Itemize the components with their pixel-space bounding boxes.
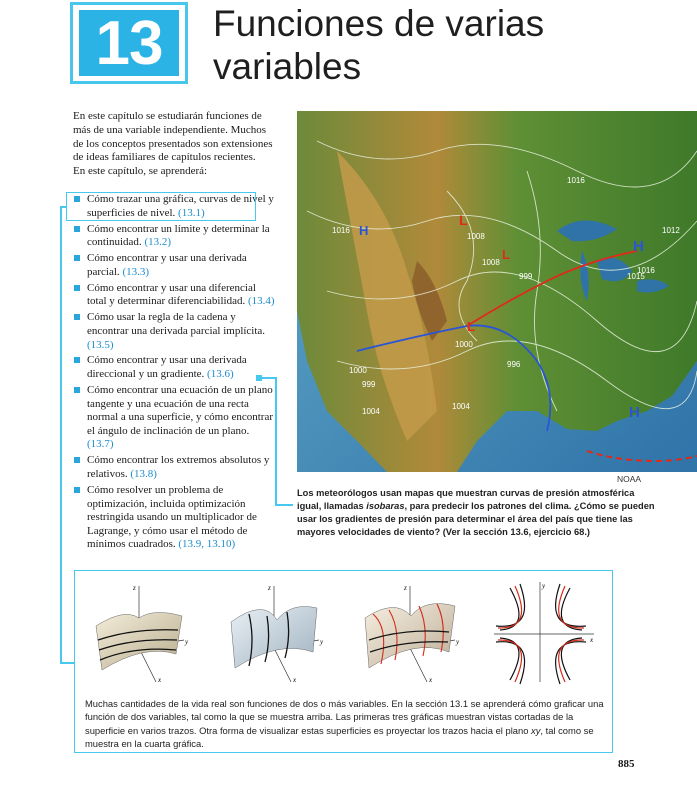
svg-text:999: 999 bbox=[519, 272, 533, 281]
connector-line bbox=[275, 377, 277, 505]
square-bullet-icon bbox=[74, 314, 80, 320]
objective-item bbox=[73, 484, 278, 552]
square-bullet-icon bbox=[74, 255, 80, 261]
objective-item bbox=[73, 252, 278, 279]
svg-text:1008: 1008 bbox=[482, 258, 500, 267]
axis-label-y: y bbox=[185, 638, 189, 646]
objective-text: Cómo encontrar un límite y determinar la continuidad. bbox=[87, 222, 270, 249]
weather-map-image bbox=[297, 111, 697, 472]
level-curves-graph bbox=[490, 578, 600, 686]
intro-text bbox=[73, 110, 273, 179]
svg-text:1000: 1000 bbox=[455, 340, 473, 349]
square-bullet-icon bbox=[74, 387, 80, 393]
objective-text: Cómo trazar una gráfica, curvas de nivel y superficies de nivel. bbox=[87, 193, 274, 219]
axis-label-x: x bbox=[293, 676, 297, 684]
svg-text:L: L bbox=[459, 212, 468, 228]
chapter-badge bbox=[70, 2, 188, 84]
svg-text:H: H bbox=[359, 223, 369, 238]
square-bullet-icon bbox=[74, 226, 80, 232]
surface-graph-2 bbox=[219, 578, 329, 686]
figure-caption-text: , tal como se muestra en la cuarta gráfica. bbox=[85, 724, 594, 749]
svg-text:1012: 1012 bbox=[662, 226, 680, 235]
intro-lead: En este capítulo, se aprenderá: bbox=[73, 165, 208, 178]
svg-text:L: L bbox=[467, 319, 475, 334]
chapter-number: 13 bbox=[79, 10, 179, 76]
objective-text: Cómo encontrar y usar una diferencial total y determinar diferenciabilidad. bbox=[87, 281, 256, 308]
objective-text: Cómo usar la regla de la cadena y encontrar una derivada parcial implícita. bbox=[87, 311, 266, 337]
intro-paragraph: En este capítulo se estudiarán funciones de más de una variable independiente. Muchos de los conceptos presentados son extensiones de ideas familiares de capítulos recientes. bbox=[73, 110, 273, 164]
section-ref: (13.9, 13.10) bbox=[178, 538, 236, 551]
section-ref: (13.1) bbox=[178, 206, 205, 219]
surface-graph-1 bbox=[84, 578, 194, 686]
svg-text:1015: 1015 bbox=[627, 272, 645, 281]
map-credit: NOAA bbox=[617, 474, 642, 484]
section-ref: (13.3) bbox=[122, 265, 150, 278]
axis-label-z: z bbox=[133, 584, 136, 592]
objective-text: Cómo encontrar los extremos absolutos y relativos. bbox=[87, 454, 270, 481]
section-ref: (13.5) bbox=[87, 338, 114, 351]
axis-label-y: y bbox=[456, 638, 460, 646]
svg-text:1016: 1016 bbox=[332, 226, 350, 235]
section-ref: (13.7) bbox=[87, 438, 114, 451]
section-ref: (13.6) bbox=[207, 368, 234, 381]
section-ref: (13.4) bbox=[247, 295, 275, 308]
map-caption bbox=[297, 487, 657, 539]
square-bullet-icon bbox=[74, 357, 80, 363]
figure-caption-emphasis: xy bbox=[531, 724, 541, 736]
objective-item bbox=[73, 311, 278, 352]
axis-label-y: y bbox=[542, 582, 546, 590]
axis-label-y: y bbox=[320, 638, 324, 646]
objective-highlight-frame bbox=[66, 192, 256, 221]
objective-item bbox=[73, 384, 278, 452]
axis-label-z: z bbox=[268, 584, 271, 592]
square-bullet-icon bbox=[74, 487, 80, 493]
connector-line bbox=[261, 377, 276, 379]
section-ref: (13.2) bbox=[144, 236, 172, 249]
svg-text:H: H bbox=[629, 404, 640, 421]
objective-item bbox=[73, 282, 278, 309]
axis-label-z: z bbox=[404, 584, 407, 592]
axis-label-x: x bbox=[590, 636, 594, 644]
figure-caption-text: Muchas cantidades de la vida real son funciones de dos o más variables. En la sección 13.1 se aprenderá cómo graficar una función de dos variables, tal como la que se muestra arriba. Las primeras tres gráficas muestran vistas cortadas de la superficie en varios trazos. Otra forma de visualizar estas superficies es proyectar los trazos hacia el plano bbox=[85, 698, 604, 736]
svg-text:H: H bbox=[633, 238, 644, 255]
map-caption-text: Los meteorólogos usan mapas que muestran curvas de presión atmosférica igual, llamadas bbox=[297, 488, 635, 511]
svg-text:1004: 1004 bbox=[452, 402, 470, 411]
chapter-title: Funciones de varias variables bbox=[213, 3, 545, 87]
objective-item bbox=[73, 354, 278, 381]
objective-item bbox=[73, 223, 278, 250]
figure-caption bbox=[85, 697, 605, 750]
axis-label-x: x bbox=[429, 676, 433, 684]
page-number: 885 bbox=[618, 758, 635, 770]
svg-text:1004: 1004 bbox=[362, 407, 380, 416]
svg-text:L: L bbox=[502, 247, 510, 262]
svg-text:1016: 1016 bbox=[567, 176, 585, 185]
map-caption-text: , para predecir los patrones del clima. ¿Cómo se pueden usar los gradientes de presión para determinar el área del país que tiene las mayores velocidades de viento? (Ver la sección 13.6, ejercicio 68.) bbox=[297, 501, 655, 537]
connector-line bbox=[60, 662, 75, 664]
objective-item bbox=[73, 454, 278, 481]
connector-line bbox=[275, 504, 293, 506]
square-bullet-icon bbox=[74, 457, 80, 463]
axis-label-x: x bbox=[158, 676, 162, 684]
svg-text:1016: 1016 bbox=[637, 266, 655, 275]
surface-graph-3 bbox=[355, 578, 465, 686]
svg-text:1000: 1000 bbox=[349, 366, 367, 375]
square-bullet-icon bbox=[74, 285, 80, 291]
svg-text:996: 996 bbox=[507, 360, 521, 369]
svg-text:1008: 1008 bbox=[467, 232, 485, 241]
objective-text: Cómo encontrar y usar una derivada parcial. bbox=[87, 252, 247, 278]
objective-text: Cómo encontrar y usar una derivada direccional y un gradiente. bbox=[87, 354, 247, 381]
connector-line bbox=[60, 206, 62, 663]
objectives-list bbox=[73, 193, 278, 554]
objective-text: Cómo encontrar una ecuación de un plano tangente y una ecuación de una recta normal a una superficie, y cómo encontrar el ángulo de inclinación de un plano. bbox=[87, 384, 274, 437]
objective-text: Cómo resolver un problema de optimización, incluida optimización restringida usando un multiplicador de Lagrange, y cómo usar el método de mínimos cuadrados. bbox=[87, 484, 257, 551]
svg-text:999: 999 bbox=[362, 380, 376, 389]
map-caption-emphasis: isobaras bbox=[366, 501, 405, 511]
section-ref: (13.8) bbox=[130, 468, 157, 481]
